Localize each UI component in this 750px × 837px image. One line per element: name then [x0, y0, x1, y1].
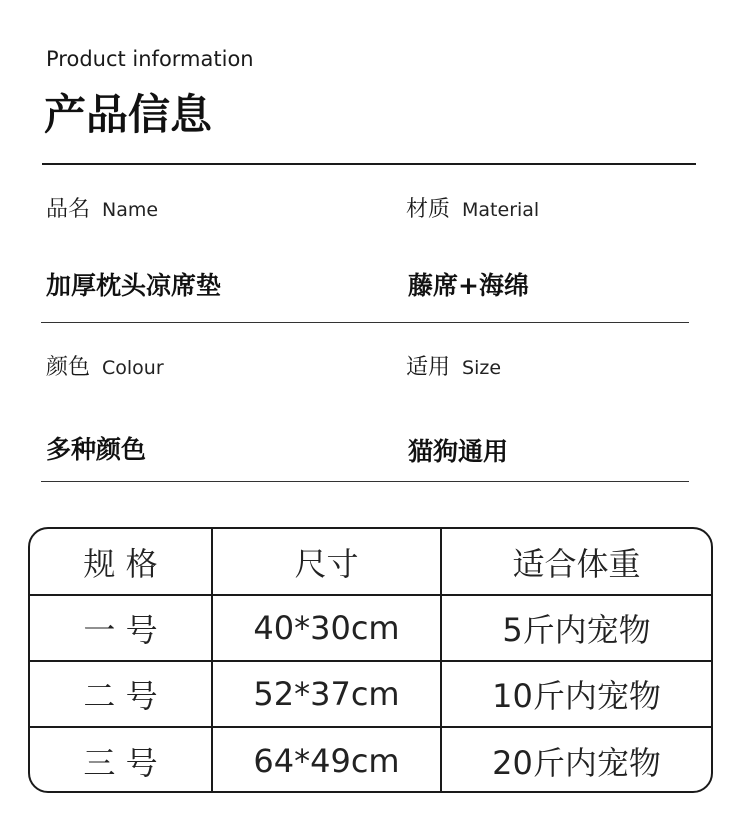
- colour-label: [46, 350, 164, 381]
- row-dimensions: 40*30cm: [212, 595, 441, 661]
- page-title: 产品信息: [44, 90, 213, 139]
- material-label: [406, 192, 539, 223]
- table-row: [30, 727, 711, 793]
- name-label-cn: 品名: [46, 197, 91, 222]
- material-label-cn: 材质: [406, 197, 451, 222]
- row-dimensions: 64*49cm: [212, 727, 441, 793]
- header-weight: 适合体重: [441, 529, 711, 595]
- material-label-en: Material: [462, 199, 540, 221]
- header-spec: 规 格: [30, 529, 212, 595]
- colour-value: 多种颜色: [46, 435, 147, 464]
- name-value: 加厚枕头凉席垫: [46, 271, 222, 300]
- size-label-en: Size: [462, 357, 502, 379]
- material-value: 藤席+海绵: [408, 271, 529, 300]
- table-row: [30, 661, 711, 727]
- colour-label-cn: 颜色: [46, 355, 91, 380]
- row-weight: 10斤内宠物: [441, 661, 711, 727]
- subtitle-en: Product information: [46, 47, 254, 71]
- table-header-row: [30, 529, 711, 595]
- name-label-en: Name: [102, 199, 159, 221]
- bottom-divider: [41, 481, 689, 482]
- row-weight: 20斤内宠物: [492, 743, 661, 782]
- header-dimensions: 尺寸: [212, 529, 441, 595]
- row-spec: 三 号: [30, 727, 212, 793]
- spec-table: [28, 527, 713, 793]
- size-value: 猫狗通用: [408, 437, 509, 466]
- row-spec: 二 号: [30, 661, 212, 727]
- table-row: [30, 595, 711, 661]
- row-weight: 5斤内宠物: [441, 595, 711, 661]
- row-spec: 一 号: [30, 595, 212, 661]
- size-label-cn: 适用: [406, 355, 451, 380]
- colour-label-en: Colour: [102, 357, 164, 379]
- name-label: [46, 192, 158, 223]
- top-divider: [42, 163, 696, 165]
- row-dimensions: 52*37cm: [212, 661, 441, 727]
- middle-divider: [41, 322, 689, 323]
- size-label: [406, 350, 501, 381]
